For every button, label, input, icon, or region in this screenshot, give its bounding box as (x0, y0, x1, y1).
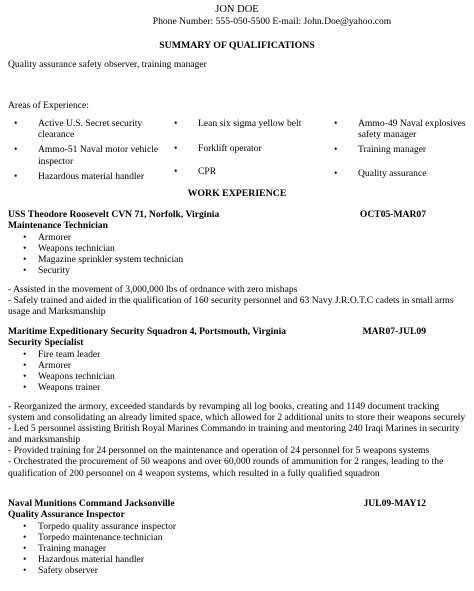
accomplishment-line: - Provided training for 24 personnel on the maintenance and operation of 24 personnel for 5 weapons systems (8, 445, 430, 457)
bullet-icon: • (174, 143, 178, 155)
area-item: • Lean six sigma yellow belt (174, 118, 302, 130)
area-item: • Training manager (334, 144, 427, 156)
area-item: • CPR (174, 166, 217, 178)
job-dates: MAR07-JUL09 (362, 326, 426, 338)
duty-item: • Safety observer (23, 564, 98, 576)
bullet-icon: • (174, 118, 178, 130)
accomplishments (8, 401, 466, 478)
duty-item: • Training manager (23, 542, 107, 554)
bullet-icon: • (23, 231, 27, 243)
accomplishments (8, 284, 466, 317)
duty-list (8, 521, 466, 576)
bullet-icon: • (23, 553, 27, 565)
duty-item: • Weapons technician (23, 371, 115, 383)
bullet-icon: • (23, 531, 27, 543)
area-item: • Ammo-51 Naval motor vehicle inspector (14, 144, 159, 167)
duty-item: • Fire team leader (23, 349, 101, 361)
bullet-icon: • (334, 118, 338, 130)
bullet-icon: • (23, 242, 27, 254)
bullet-icon: • (14, 118, 18, 130)
job-dates: OCT05-MAR07 (359, 208, 426, 220)
area-item: • Hazardous material handler (14, 170, 145, 182)
area-item: • Forklift operator (174, 143, 262, 155)
bullet-icon: • (14, 144, 18, 156)
summary-heading: SUMMARY OF QUALIFICATIONS (159, 40, 315, 52)
job-entry (8, 209, 466, 317)
work-heading: WORK EXPERIENCE (187, 187, 287, 199)
accomplishment-line: - Safely trained and aided in the qualification of 160 security personnel and 63 Navy J.R.O.T.C cadets in small arms usage and Marksmanship (8, 295, 454, 318)
bullet-icon: • (23, 253, 27, 265)
bullet-icon: • (23, 564, 27, 576)
area-item: • Ammo-49 Naval explosives safety manager (334, 118, 466, 141)
resume-page (8, 4, 466, 576)
job-employer: Maritime Expeditionary Security Squadron 4, Portsmouth, Virginia (8, 326, 287, 338)
duty-item: • Hazardous material handler (23, 553, 145, 565)
candidate-name: JON DOE (215, 4, 259, 15)
bullet-icon: • (14, 170, 18, 182)
accomplishment-line: - Led 5 personnel assisting British Royal Marines Commando in training and mentoring 240 Iraqi Marines in security and marksmanship (8, 423, 460, 446)
bullet-icon: • (334, 144, 338, 156)
job-role: Maintenance Technician (8, 219, 108, 231)
area-item: • Quality assurance (334, 167, 427, 179)
duty-item: • Weapons trainer (23, 382, 101, 394)
bullet-icon: • (23, 265, 27, 276)
job-role: Quality Assurance Inspector (8, 508, 125, 520)
duty-item: • Armorer (23, 360, 72, 372)
areas-column-1 (8, 118, 168, 185)
accomplishment-line: - Assisted in the movement of 3,000,000 lbs of ordnance with zero mishaps (8, 284, 298, 296)
job-role: Security Specialist (8, 337, 84, 349)
bullet-icon: • (23, 360, 27, 372)
areas-column-2 (168, 118, 328, 185)
duty-item: • Armorer (23, 231, 72, 243)
duty-item: • Magazine sprinkler system technician (23, 253, 184, 265)
bullet-icon: • (23, 520, 27, 532)
job-employer: USS Theodore Roosevelt CVN 71, Norfolk, Virginia (8, 208, 220, 220)
job-entry (8, 498, 466, 576)
bullet-icon: • (23, 349, 27, 361)
bullet-icon: • (23, 371, 27, 383)
duty-list (8, 232, 466, 276)
duty-item: • Security (23, 265, 70, 276)
areas-label: Areas of Experience: (8, 100, 89, 112)
area-item: • Active U.S. Secret security clearance (14, 118, 143, 141)
duty-item: • Weapons technician (23, 242, 115, 254)
contact-info: Phone Number: 555-050-5500 E-mail: John.Doe@yahoo.com (152, 16, 392, 28)
duty-item: • Torpedo maintenance technician (23, 531, 163, 543)
bullet-icon: • (23, 382, 27, 394)
areas-of-experience (8, 118, 466, 185)
bullet-icon: • (174, 166, 178, 178)
summary-text: Quality assurance safety observer, training manager (8, 59, 207, 71)
job-dates: JUL09-MAY12 (363, 497, 426, 509)
bullet-icon: • (23, 542, 27, 554)
areas-column-3 (328, 118, 466, 185)
accomplishment-line: - Reorganized the armory, exceeded standards by revamping all log books, creating and 1149 document tracking system and consolidating an already limited space, which allowed for 2 additional units to store their weapons securely (8, 401, 466, 424)
job-employer: Naval Munitions Command Jacksonville (8, 497, 175, 509)
accomplishment-line: - Orchestrated the procurement of 50 weapons and over 60,000 rounds of ammunition for 2 ranges, leading to the qualification of 200 personnel on 4 weapon systems, which resulted in a fully qualified squadron (8, 456, 444, 479)
bullet-icon: • (334, 167, 338, 179)
duty-list (8, 349, 466, 393)
job-entry (8, 326, 466, 478)
duty-item: • Torpedo quality assurance inspector (23, 520, 177, 532)
